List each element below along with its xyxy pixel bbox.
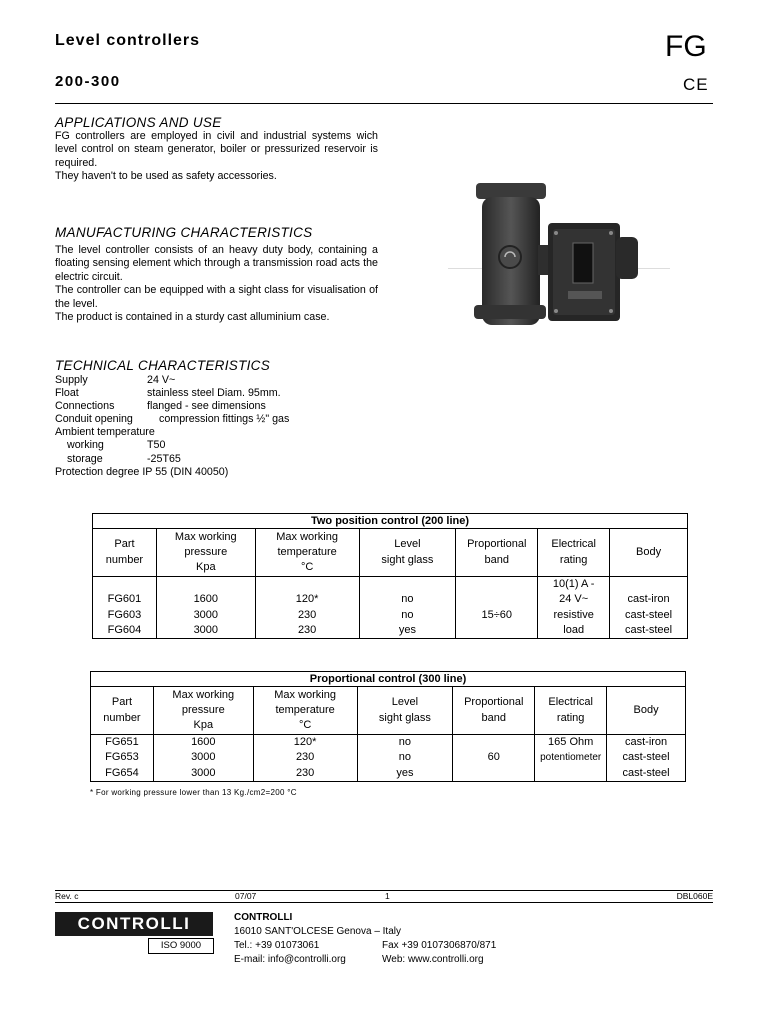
spec-value: stainless steel Diam. 95mm. bbox=[147, 387, 281, 400]
cell-text: Kpa bbox=[193, 719, 214, 732]
cell-text: load bbox=[563, 623, 585, 636]
spec-row-working bbox=[55, 439, 289, 452]
cell-text: 230 bbox=[297, 608, 317, 621]
ce-mark-icon: CE bbox=[683, 75, 709, 94]
spec-label: Conduit opening bbox=[55, 413, 133, 426]
cell-temperature bbox=[255, 577, 359, 639]
cell-text: resistive bbox=[553, 608, 594, 621]
cell-sight-glass bbox=[357, 735, 453, 782]
col-header-sight-glass bbox=[357, 687, 453, 735]
cell-text: 3000 bbox=[193, 608, 219, 621]
footnote: * For working pressure lower than 13 Kg./cm2=200 °C bbox=[90, 788, 297, 797]
cell-text: no bbox=[401, 608, 414, 621]
table-300-line bbox=[90, 671, 686, 782]
cell-text: yes bbox=[396, 766, 414, 779]
page-number: 1 bbox=[385, 891, 390, 901]
manufacturing-line: The controller can be equipped with a sight class for visualisation of the level. bbox=[55, 284, 378, 310]
cell-text: Max working bbox=[274, 688, 336, 701]
cell-text: 3000 bbox=[193, 623, 219, 636]
spec-label: Ambient temperature bbox=[55, 426, 155, 439]
cell-text: sight glass bbox=[381, 553, 434, 566]
cell-text: FG604 bbox=[107, 623, 142, 636]
cell-text: 120* bbox=[293, 736, 317, 748]
cell-rating bbox=[535, 735, 607, 782]
spec-value: flanged - see dimensions bbox=[147, 400, 266, 413]
col-header-rating bbox=[535, 687, 607, 735]
cell-pressure bbox=[153, 735, 253, 782]
applications-text bbox=[55, 130, 378, 184]
cell-text: °C bbox=[298, 719, 312, 732]
table-caption: Two position control (200 line) bbox=[93, 514, 688, 529]
cell-text: 1600 bbox=[191, 736, 216, 748]
cell-text: rating bbox=[559, 553, 588, 566]
cell-text: Proportional bbox=[464, 696, 524, 709]
cell-text: temperature bbox=[275, 703, 335, 716]
cell-text: band bbox=[481, 711, 506, 724]
cell-text: cast-steel bbox=[625, 623, 673, 636]
spec-label: working bbox=[67, 439, 104, 452]
cell-text: Body bbox=[633, 703, 659, 716]
cell-text: 230 bbox=[297, 623, 317, 636]
cell-text: number bbox=[105, 553, 144, 566]
applications-line: They haven't to be used as safety accessories. bbox=[55, 170, 277, 183]
spec-label: Float bbox=[55, 387, 79, 400]
page-title: Level controllers bbox=[55, 32, 201, 49]
cell-text: band bbox=[484, 553, 509, 566]
spec-row-connections bbox=[55, 400, 289, 413]
web-link[interactable]: Web: www.controlli.org bbox=[382, 954, 484, 965]
manufacturing-line: The level controller consists of an heavy duty body, containing a floating sensing element which through a transmission road acts the electric circuit. bbox=[55, 244, 378, 283]
page-subtitle: 200-300 bbox=[55, 73, 121, 90]
table-header-row bbox=[93, 529, 688, 577]
spec-value: 24 V~ bbox=[147, 374, 176, 386]
cell-text: Level bbox=[394, 538, 421, 551]
cell-body bbox=[607, 735, 686, 782]
spec-row-conduit bbox=[55, 413, 289, 426]
company-name: CONTROLLI bbox=[234, 912, 293, 923]
spec-value: compression fittings ½" gas bbox=[159, 413, 290, 426]
cell-band bbox=[453, 735, 535, 782]
cell-text: 230 bbox=[295, 766, 315, 779]
manufacturing-text bbox=[55, 244, 378, 324]
cell-text: 15÷60 bbox=[481, 608, 513, 621]
table-row bbox=[91, 735, 686, 782]
product-code: FG bbox=[665, 30, 707, 63]
cell-sight-glass bbox=[359, 577, 456, 639]
cell-rating bbox=[538, 577, 610, 639]
cell-text: cast-steel bbox=[625, 608, 673, 621]
cell-text: no bbox=[401, 593, 414, 606]
applications-line: FG controllers are employed in civil and industrial systems wich level control on steam generator, boiler or pressurized reservoir is required. bbox=[55, 130, 378, 169]
spec-value: -25T65 bbox=[147, 452, 181, 465]
spec-row-storage bbox=[55, 453, 289, 466]
cell-text: FG603 bbox=[107, 608, 142, 621]
spec-label: Connections bbox=[55, 400, 115, 413]
telephone: Tel.: +39 01073061 bbox=[234, 940, 320, 951]
cell-body bbox=[610, 577, 688, 639]
cell-text: cast-steel bbox=[622, 751, 670, 764]
iso-badge: ISO 9000 bbox=[148, 938, 214, 954]
cell-text: Max working bbox=[174, 530, 237, 543]
cell-text: no bbox=[398, 736, 412, 748]
applications-heading: APPLICATIONS AND USE bbox=[55, 115, 222, 130]
cell-text: FG653 bbox=[105, 751, 139, 764]
col-header-body bbox=[607, 687, 686, 735]
col-header-temperature bbox=[255, 529, 359, 577]
cell-text: 1600 bbox=[193, 593, 219, 606]
cell-text: Max working bbox=[276, 530, 338, 543]
cell-part bbox=[91, 735, 154, 782]
cell-text: 3000 bbox=[191, 751, 216, 764]
cell-text: cast-steel bbox=[622, 766, 670, 779]
table-row bbox=[93, 577, 688, 639]
cell-text: sight glass bbox=[378, 711, 431, 724]
cell-text: FG651 bbox=[105, 736, 139, 748]
spec-label: Supply bbox=[55, 374, 88, 386]
cell-text: Electrical bbox=[551, 538, 596, 551]
cell-text: 120* bbox=[295, 593, 319, 606]
cell-text: 3000 bbox=[191, 766, 216, 779]
technical-heading: TECHNICAL CHARACTERISTICS bbox=[55, 358, 271, 373]
col-header-band bbox=[456, 529, 538, 577]
cell-text: rating bbox=[556, 711, 585, 724]
revision-date: 07/07 bbox=[235, 891, 257, 901]
cell-text: Part bbox=[111, 696, 133, 709]
cell-text: pressure bbox=[181, 703, 225, 716]
manufacturing-line: The product is contained in a sturdy cast alluminium case. bbox=[55, 311, 330, 324]
cell-text: potentiometer bbox=[540, 752, 602, 764]
cell-text: cast-iron bbox=[624, 736, 668, 748]
manufacturing-heading: MANUFACTURING CHARACTERISTICS bbox=[55, 225, 313, 240]
cell-text: 60 bbox=[487, 751, 500, 764]
spec-row-supply bbox=[55, 374, 289, 387]
spec-row-protection bbox=[55, 466, 289, 479]
cell-temperature bbox=[253, 735, 357, 782]
cell-band bbox=[456, 577, 538, 639]
cell-text: Part bbox=[114, 538, 135, 551]
col-header-rating bbox=[538, 529, 610, 577]
product-photo bbox=[448, 175, 670, 335]
col-header-band bbox=[453, 687, 535, 735]
cell-text: 230 bbox=[295, 751, 315, 764]
email-link[interactable]: E-mail: info@controlli.org bbox=[234, 954, 346, 965]
technical-list bbox=[55, 374, 289, 479]
col-header-part bbox=[93, 529, 157, 577]
fax: Fax +39 0107306870/871 bbox=[382, 940, 497, 951]
cell-text: 165 Ohm bbox=[548, 736, 594, 748]
cell-text: 24 V~ bbox=[559, 593, 589, 606]
cell-text: Max working bbox=[172, 688, 235, 701]
cell-text: cast-iron bbox=[627, 593, 670, 606]
cell-text: FG654 bbox=[105, 766, 139, 779]
spec-label: storage bbox=[67, 452, 103, 465]
spec-label: Protection degree IP 55 (DIN 40050) bbox=[55, 465, 229, 478]
cell-text: FG601 bbox=[107, 593, 142, 606]
cell-text: Level bbox=[391, 696, 419, 709]
street-address: 16010 SANT'OLCESE Genova – Italy bbox=[234, 926, 401, 937]
cell-text: Proportional bbox=[467, 538, 527, 551]
cell-text: yes bbox=[398, 623, 416, 636]
revision: Rev. c bbox=[55, 891, 79, 901]
cell-text: °C bbox=[300, 561, 314, 574]
cell-text: Kpa bbox=[196, 561, 216, 574]
col-header-body bbox=[610, 529, 688, 577]
cell-text: Body bbox=[636, 545, 662, 558]
col-header-pressure bbox=[153, 687, 253, 735]
cell-pressure bbox=[156, 577, 255, 639]
col-header-pressure bbox=[156, 529, 255, 577]
col-header-temperature bbox=[253, 687, 357, 735]
spec-row-ambient bbox=[55, 426, 289, 439]
cell-text: temperature bbox=[277, 545, 337, 558]
header-divider bbox=[55, 103, 713, 104]
cell-text: number bbox=[103, 711, 141, 724]
cell-text: Electrical bbox=[548, 696, 593, 709]
table-caption: Proportional control (300 line) bbox=[91, 672, 686, 687]
col-header-sight-glass bbox=[359, 529, 456, 577]
spec-value: T50 bbox=[147, 439, 166, 452]
cell-part bbox=[93, 577, 157, 639]
company-logo: CONTROLLI bbox=[55, 912, 213, 936]
cell-text: pressure bbox=[184, 545, 228, 558]
document-code: DBL060E bbox=[676, 891, 713, 901]
table-200-line bbox=[92, 513, 688, 639]
cell-text: 10(1) A - bbox=[552, 578, 595, 590]
col-header-part bbox=[91, 687, 154, 735]
company-address bbox=[234, 911, 496, 967]
table-header-row bbox=[91, 687, 686, 735]
cell-text: no bbox=[398, 751, 412, 764]
footer-meta-bar bbox=[55, 890, 713, 903]
spec-row-float bbox=[55, 387, 289, 400]
